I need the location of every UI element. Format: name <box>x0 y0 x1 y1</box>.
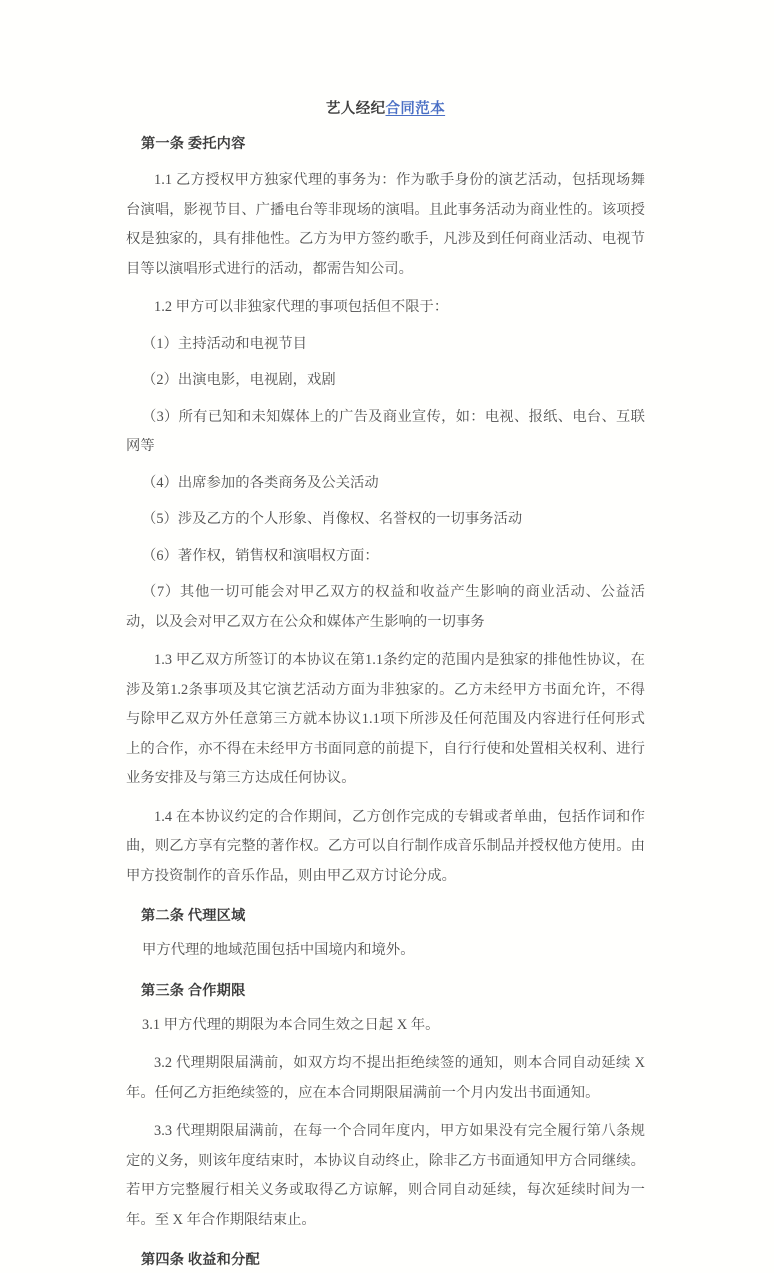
list-item: （7）其他一切可能会对甲乙双方的权益和收益产生影响的商业活动、公益活动，以及会对甲乙双方在公众和媒体产生影响的一切事务 <box>126 584 645 630</box>
page-title <box>126 0 645 119</box>
list-item: （4）出席参加的各类商务及公关活动 <box>142 474 379 491</box>
page-title-plain: 艺人经纪 <box>325 101 386 117</box>
paragraph: 1.3 甲乙双方所签订的本协议在第1.1条约定的范围内是独家的排他性协议，在涉及第1.2条事项及其它演艺活动方面为非独家的。乙方未经甲方书面允许，不得与除甲乙双方外任意第三方就本协议1.1项下所涉及任何范围及内容进行任何形式上的合作，亦不得在未经甲方书面同意的前提下，自行行使和处置相关权利、进行业务安排及与第三方达成任何协议。 <box>126 652 645 786</box>
list-item: （5）涉及乙方的个人形象、肖像权、名誉权的一切事务活动 <box>142 511 523 527</box>
paragraph: 3.2 代理期限届满前，如双方均不提出拒绝续签的通知，则本合同自动延续 X 年。任何乙方拒绝续签的，应在本合同期限届满前一个月内发出书面通知。 <box>126 1055 645 1101</box>
section-heading: 第四条 收益和分配 <box>141 1252 260 1268</box>
list-item: （2）出演电影，电视剧，戏剧 <box>142 372 336 388</box>
list-item: （6）著作权，销售权和演唱权方面： <box>142 547 379 564</box>
paragraph: 1.1 乙方授权甲方独家代理的事务为：作为歌手身份的演艺活动，包括现场舞台演唱，影视节目、广播电台等非现场的演唱。且此事务活动为商业性的。该项授权是独家的，具有排他性。乙方为甲方签约歌手，凡涉及到任何商业活动、电视节目等以演唱形式进行的活动，都需告知公司。 <box>126 172 645 277</box>
paragraph: 1.4 在本协议约定的合作期间，乙方创作完成的专辑或者单曲，包括作词和作曲，则乙方享有完整的著作权。乙方可以自行制作成音乐制品并授权他方使用。由甲方投资制作的音乐作品，则由甲乙双方讨论分成。 <box>126 808 645 884</box>
list-item: （3）所有已知和未知媒体上的广告及商业宣传，如：电视、报纸、电台、互联网等 <box>126 408 645 454</box>
section-heading: 第二条 代理区域 <box>141 908 246 924</box>
list-item: （1）主持活动和电视节目 <box>142 335 308 352</box>
page-title-link[interactable]: 合同范本 <box>385 101 446 117</box>
paragraph: 1.2 甲方可以非独家代理的事项包括但不限于： <box>154 299 449 315</box>
paragraph: 甲方代理的地域范围包括中国境内和境外。 <box>142 942 415 958</box>
section-heading: 第三条 合作期限 <box>141 982 246 999</box>
document-body <box>126 119 645 1273</box>
paragraph: 3.3 代理期限届满前，在每一个合同年度内，甲方如果没有完全履行第八条规定的义务，则该年度结束时，本协议自动终止，除非乙方书面通知甲方合同继续。若甲方完整履行相关义务或取得乙方谅解，则合同自动延续，每次延续时间为一年。至 X 年合作期限结束止。 <box>126 1123 645 1228</box>
list-item: 3.1 甲方代理的期限为本合同生效之日起 X 年。 <box>142 1016 440 1033</box>
section-heading: 第一条 委托内容 <box>141 136 246 152</box>
